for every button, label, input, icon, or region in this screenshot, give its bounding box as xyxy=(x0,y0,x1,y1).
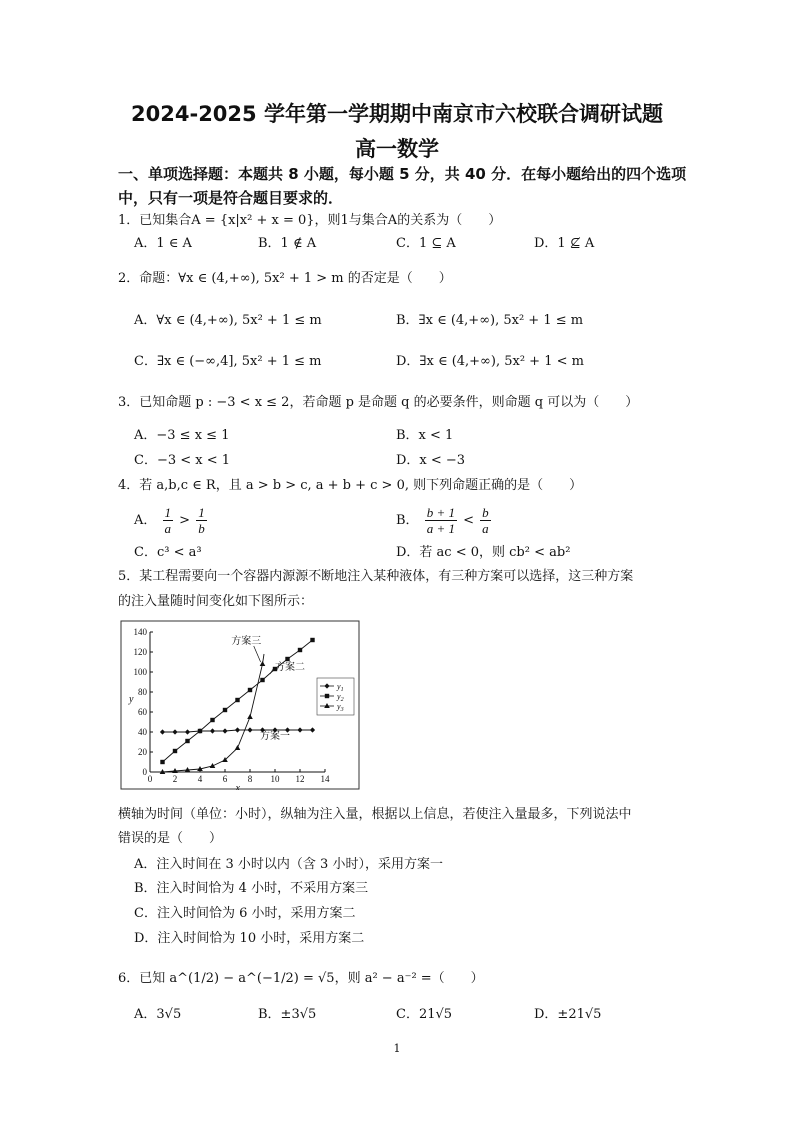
injection-chart xyxy=(120,620,360,790)
q4-a-den2: b xyxy=(198,521,205,536)
x-tick-label: 14 xyxy=(320,774,330,784)
x-tick-label: 6 xyxy=(222,774,228,784)
q4-a-den1: a xyxy=(164,521,172,536)
q4-b-num2: b xyxy=(482,505,489,520)
subject-title: 高一数学 xyxy=(355,137,439,161)
q3-option-b: B．x < 1 xyxy=(396,428,454,443)
q4-option-b-label: B． xyxy=(396,513,419,528)
q1-option-c: C．1 ⊆ A xyxy=(396,236,456,251)
q5-desc-line2: 错误的是（ ） xyxy=(118,831,223,846)
q1-stem: 1．已知集合A = {x|x² + x = 0}，则1与集合A的关系为（ ） xyxy=(118,213,502,228)
annotation-plan-3: 方案三 xyxy=(231,636,262,647)
legend-box xyxy=(317,678,354,715)
q4-option-a xyxy=(134,504,209,538)
q1-option-b: B．1 ∉ A xyxy=(258,236,317,251)
x-tick-label: 2 xyxy=(172,774,178,784)
legend-label-y3: $y_3$ xyxy=(337,702,344,713)
q3-option-c: C．−3 < x < 1 xyxy=(134,453,231,468)
q4-stem: 4．若 a,b,c ∈ R，且 a > b > c, a + b + c > 0, 则下列命题正确的是（ ） xyxy=(118,478,583,493)
q5-option-b: B．注入时间恰为 4 小时，不采用方案三 xyxy=(134,881,369,896)
q4-b-fraction-left xyxy=(425,505,457,536)
q4-b-relation: < xyxy=(463,513,475,528)
data-point-y2 xyxy=(160,760,164,764)
q5-option-a: A．注入时间在 3 小时以内（含 3 小时），采用方案一 xyxy=(134,857,443,872)
x-tick-label: 8 xyxy=(247,774,253,784)
data-point-y2 xyxy=(223,708,227,712)
q5-stem-line2: 的注入量随时间变化如下图所示： xyxy=(118,594,314,609)
q4-a-fraction-left xyxy=(163,505,174,536)
page-number: 1 xyxy=(393,1042,401,1055)
q2-option-a: A．∀x ∈ (4,+∞), 5x² + 1 ≤ m xyxy=(134,313,322,328)
legend-label-y1: $y_1$ xyxy=(337,682,344,693)
exam-title: 2024-2025 学年第一学期期中南京市六校联合调研试题 xyxy=(131,102,663,126)
q6-option-b: B．±3√5 xyxy=(258,1007,317,1022)
q5-option-c: C．注入时间恰为 6 小时，采用方案二 xyxy=(134,906,356,921)
data-point-y2 xyxy=(285,657,289,661)
x-tick-label: 10 xyxy=(270,774,280,784)
q5-stem-line1: 5．某工程需要向一个容器内源源不断地注入某种液体，有三种方案可以选择，这三种方案 xyxy=(118,569,634,584)
y-tick-label: 60 xyxy=(138,707,147,717)
legend-label-y2: $y_2$ xyxy=(337,692,344,703)
q4-b-den1: a + 1 xyxy=(426,521,455,536)
q2-option-c: C．∃x ∈ (−∞,4], 5x² + 1 ≤ m xyxy=(134,354,322,369)
q4-option-c: C．c³ < a³ xyxy=(134,545,202,560)
q4-a-fraction-right xyxy=(196,505,207,536)
q6-option-d: D．±21√5 xyxy=(534,1007,602,1022)
q1-option-a: A．1 ∈ A xyxy=(134,236,192,251)
y-tick-label: 40 xyxy=(138,727,147,737)
legend-marker-y2 xyxy=(325,694,329,698)
x-tick-label: 12 xyxy=(295,774,305,784)
data-point-y2 xyxy=(210,718,214,722)
y-tick-label: 20 xyxy=(138,747,147,757)
q4-a-num1: 1 xyxy=(164,505,172,520)
data-point-y2 xyxy=(173,749,177,753)
q4-b-den2: a xyxy=(482,521,489,536)
q4-a-num2: 1 xyxy=(198,505,205,520)
annotation-plan-1: 方案一 xyxy=(260,731,290,742)
q4-b-num1: b + 1 xyxy=(426,505,455,520)
data-point-y2 xyxy=(298,648,302,652)
q2-stem: 2．命题：∀x ∈ (4,+∞), 5x² + 1 > m 的否定是（ ） xyxy=(118,271,452,286)
x-tick-label: 0 xyxy=(147,774,153,784)
q2-option-b: B．∃x ∈ (4,+∞), 5x² + 1 ≤ m xyxy=(396,313,584,328)
y-tick-label: 140 xyxy=(133,627,147,637)
y-tick-label: 0 xyxy=(142,767,147,777)
data-point-y2 xyxy=(310,638,314,642)
q4-a-relation: > xyxy=(179,513,191,528)
data-point-y2 xyxy=(235,698,239,702)
y-axis-label: y xyxy=(129,694,134,705)
q5-desc-line1: 横轴为时间（单位：小时），纵轴为注入量，根据以上信息，若使注入量最多，下列说法中 xyxy=(118,807,632,822)
q1-option-d: D．1 ⊈ A xyxy=(534,236,595,251)
q3-option-a: A．−3 ≤ x ≤ 1 xyxy=(134,428,230,443)
section-heading: 一、单项选择题：本题共 8 小题，每小题 5 分，共 40 分．在每小题给出的四个选项中，只有一项是符合题目要求的． xyxy=(118,165,687,207)
q3-stem: 3．已知命题 p : −3 < x ≤ 2，若命题 p 是命题 q 的必要条件，则命题 q 可以为（ ） xyxy=(118,395,639,410)
q2-option-d: D．∃x ∈ (4,+∞), 5x² + 1 < m xyxy=(396,354,584,369)
q4-option-a-label: A． xyxy=(134,513,157,528)
data-point-y2 xyxy=(185,739,189,743)
annotation-plan-2: 方案二 xyxy=(275,662,305,673)
data-point-y2 xyxy=(260,678,264,682)
q5-option-d: D．注入时间恰为 10 小时，采用方案二 xyxy=(134,931,365,946)
q4-b-fraction-right xyxy=(480,505,491,536)
y-tick-label: 80 xyxy=(138,687,147,697)
q6-stem: 6．已知 a^(1/2) − a^(−1/2) = √5，则 a² − a⁻² =（ ） xyxy=(118,971,484,986)
q4-option-b xyxy=(396,504,493,538)
data-point-y2 xyxy=(248,688,252,692)
x-tick-label: 4 xyxy=(197,774,203,784)
data-point-y2 xyxy=(198,729,202,733)
x-axis-label: x xyxy=(235,783,240,790)
y-tick-label: 120 xyxy=(133,647,147,657)
q6-option-c: C．21√5 xyxy=(396,1007,453,1022)
q4-option-d: D．若 ac < 0，则 cb² < ab² xyxy=(396,545,571,560)
y-tick-label: 100 xyxy=(133,667,147,677)
q3-option-d: D．x < −3 xyxy=(396,453,466,468)
q6-option-a: A．3√5 xyxy=(134,1007,182,1022)
